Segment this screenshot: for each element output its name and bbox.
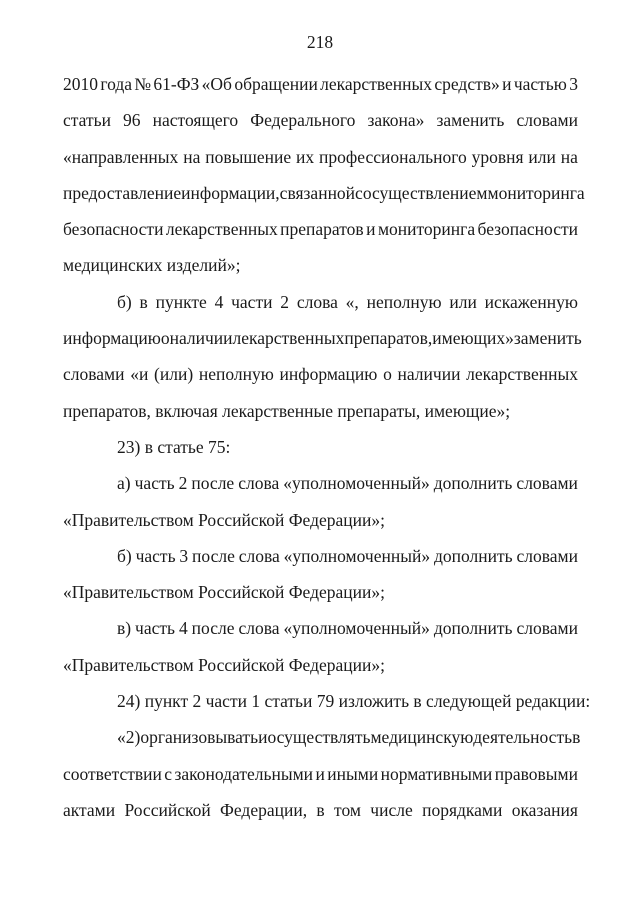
- word: «и: [130, 364, 149, 385]
- word: Российской: [124, 799, 211, 820]
- word: препаратов,: [344, 328, 433, 349]
- word: оказания: [511, 799, 578, 820]
- text-line: 24) пункт 2 части 1 статьи 79 изложить в следующей редакции:: [117, 691, 591, 712]
- text-line: препаратов, включая лекарственные препараты, имеющие»;: [63, 400, 511, 421]
- word: словами: [516, 473, 578, 494]
- word: №: [134, 74, 152, 94]
- word: мониторинга: [377, 219, 476, 240]
- word: уровня: [471, 146, 524, 167]
- word: мониторинга: [487, 182, 585, 203]
- word: безопасности: [63, 219, 164, 240]
- text-line: [63, 356, 578, 392]
- paragraph: [63, 465, 578, 538]
- word: повышение: [205, 146, 292, 167]
- word: осуществлением: [362, 182, 488, 203]
- page-number: 218: [306, 32, 334, 52]
- word: часть: [135, 545, 176, 566]
- text-line: [63, 211, 578, 247]
- word: Федерации,: [220, 799, 308, 820]
- text-line: медицинских изделий»;: [63, 255, 241, 276]
- word: 3: [179, 545, 189, 566]
- word: актами: [63, 799, 116, 820]
- word: часть: [134, 473, 175, 494]
- text-line: [63, 538, 578, 574]
- text-line: 23) в статье 75:: [117, 436, 231, 457]
- page-body: [63, 66, 591, 828]
- word: организовывать: [140, 727, 259, 748]
- word: после: [191, 618, 235, 639]
- word: 4: [178, 618, 188, 639]
- word: 61-ФЗ: [153, 74, 200, 94]
- word: закона»: [367, 110, 425, 131]
- word: после: [191, 473, 235, 494]
- word: года: [100, 74, 133, 94]
- word: после: [192, 545, 235, 566]
- word: иными: [327, 763, 379, 784]
- word: искаженную: [484, 291, 578, 312]
- text-line: [63, 719, 581, 755]
- word: числе: [370, 799, 413, 820]
- text-line: [63, 139, 578, 175]
- word: б): [117, 545, 132, 566]
- word: и: [258, 727, 268, 748]
- word: порядками: [422, 799, 503, 820]
- word: а): [117, 473, 131, 494]
- word: информацию: [63, 328, 161, 349]
- word: словами: [516, 110, 578, 131]
- text-line: «Правительством Российской Федерации»;: [63, 582, 385, 603]
- word: с: [164, 763, 173, 784]
- word: слова: [238, 618, 280, 639]
- word: и: [315, 763, 325, 784]
- word: или: [528, 146, 556, 167]
- word: (или): [154, 364, 194, 385]
- word: с: [355, 182, 363, 203]
- word: препаратов: [280, 219, 364, 240]
- word: статьи: [63, 110, 111, 131]
- paragraph: [63, 719, 581, 828]
- text-line: «Правительством Российской Федерации»;: [63, 509, 385, 530]
- word: наличии: [397, 364, 461, 385]
- word: обращении: [234, 74, 318, 94]
- word: правовыми: [494, 763, 578, 784]
- word: в): [117, 618, 132, 639]
- word: профессионального: [319, 146, 467, 167]
- word: средств»: [434, 74, 500, 94]
- word: в: [316, 799, 325, 820]
- word: «2): [117, 727, 141, 748]
- word: слова: [238, 545, 280, 566]
- word: осуществлять: [267, 727, 371, 748]
- word: в: [572, 727, 581, 748]
- word: дополнить: [433, 473, 513, 494]
- word: слова: [296, 291, 338, 312]
- paragraph: [63, 429, 578, 465]
- word: их: [296, 146, 315, 167]
- word: словами: [63, 364, 125, 385]
- word: дополнить: [433, 618, 513, 639]
- word: пункте: [155, 291, 207, 312]
- word: лекарственных: [165, 219, 278, 240]
- word: на: [183, 146, 201, 167]
- word: лекарственных: [466, 364, 578, 385]
- word: «Об: [201, 74, 232, 94]
- word: лекарственных: [232, 328, 345, 349]
- word: «уполномоченный»: [283, 618, 430, 639]
- word: информацию: [279, 364, 378, 385]
- text-line: [63, 66, 578, 102]
- word: неполную: [366, 291, 442, 312]
- word: соответствии: [63, 763, 162, 784]
- word: 96: [123, 110, 141, 131]
- text-line: [63, 756, 578, 792]
- word: и: [502, 74, 512, 94]
- word: настоящего: [152, 110, 239, 131]
- paragraph: [63, 610, 578, 683]
- word: предоставление: [63, 182, 182, 203]
- word: заменить: [513, 328, 582, 349]
- word: наличии: [169, 328, 233, 349]
- paragraph: [63, 683, 591, 719]
- word: б): [117, 291, 132, 312]
- text-line: [63, 320, 582, 356]
- word: «уполномоченный»: [283, 473, 430, 494]
- word: в: [139, 291, 148, 312]
- word: Федерального: [250, 110, 356, 131]
- word: дополнить: [433, 545, 513, 566]
- word: слова: [238, 473, 280, 494]
- word: части: [231, 291, 273, 312]
- word: частью: [513, 74, 567, 94]
- word: «,: [345, 291, 359, 312]
- paragraph: [63, 284, 582, 429]
- word: том: [334, 799, 361, 820]
- word: заменить: [436, 110, 505, 131]
- paragraph: [63, 66, 585, 284]
- word: на: [560, 146, 578, 167]
- word: или: [449, 291, 477, 312]
- word: 2010: [63, 74, 98, 94]
- text-line: [63, 792, 578, 828]
- word: нормативными: [380, 763, 493, 784]
- word: и: [366, 219, 376, 240]
- word: 3: [569, 74, 578, 94]
- paragraph: [63, 538, 578, 611]
- word: часть: [135, 618, 176, 639]
- text-line: [63, 465, 578, 501]
- word: 2: [280, 291, 290, 312]
- text-line: [63, 102, 578, 138]
- text-line: «Правительством Российской Федерации»;: [63, 654, 385, 675]
- text-line: [63, 284, 578, 320]
- text-line: [63, 610, 578, 646]
- word: медицинскую: [370, 727, 474, 748]
- word: лекарственных: [320, 74, 433, 94]
- word: информации,: [181, 182, 280, 203]
- word: безопасности: [477, 219, 578, 240]
- word: деятельность: [473, 727, 573, 748]
- text-line: [63, 175, 585, 211]
- word: о: [383, 364, 392, 385]
- word: словами: [516, 545, 578, 566]
- word: 2: [178, 473, 188, 494]
- word: законодательными: [174, 763, 314, 784]
- word: имеющих»: [432, 328, 514, 349]
- word: неполную: [198, 364, 274, 385]
- word: словами: [516, 618, 578, 639]
- word: «направленных: [63, 146, 179, 167]
- word: «уполномоченный»: [283, 545, 431, 566]
- word: связанной: [279, 182, 356, 203]
- word: о: [160, 328, 170, 349]
- word: 4: [214, 291, 224, 312]
